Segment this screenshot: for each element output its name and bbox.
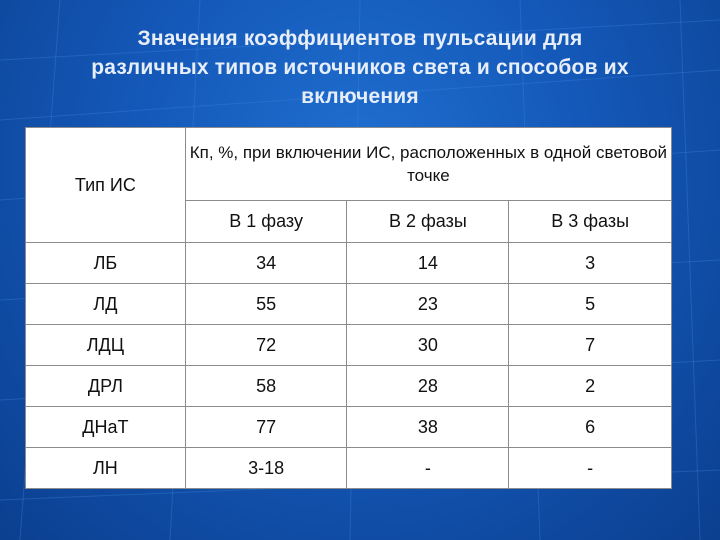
- column-header-3-phases: В 3 фазы: [509, 201, 672, 243]
- row-type-cell: ЛН: [26, 448, 186, 489]
- table-row: [26, 243, 672, 284]
- row-type-cell: ЛБ: [26, 243, 186, 284]
- value-cell: 28: [347, 366, 509, 407]
- value-cell: 2: [509, 366, 672, 407]
- page-title: [30, 24, 690, 111]
- value-cell: 6: [509, 407, 672, 448]
- value-cell: -: [347, 448, 509, 489]
- value-cell: 38: [347, 407, 509, 448]
- value-cell: 23: [347, 284, 509, 325]
- value-cell: 7: [509, 325, 672, 366]
- value-cell: 58: [185, 366, 347, 407]
- group-header-cell: Кп, %, при включении ИС, расположенных в одной световой точке: [185, 128, 671, 201]
- table-row: [26, 325, 672, 366]
- title-line-3: включения: [301, 85, 419, 108]
- row-type-cell: ЛД: [26, 284, 186, 325]
- table-row: [26, 366, 672, 407]
- value-cell: 30: [347, 325, 509, 366]
- value-cell: 72: [185, 325, 347, 366]
- value-cell: 77: [185, 407, 347, 448]
- title-line-1: Значения коэффициентов пульсации для: [137, 27, 583, 50]
- table-row: [26, 448, 672, 489]
- pulsation-coefficients-table: [25, 127, 672, 489]
- value-cell: 3: [509, 243, 672, 284]
- table-header-row: [26, 128, 672, 201]
- row-header-cell: Тип ИС: [26, 128, 186, 243]
- value-cell: 14: [347, 243, 509, 284]
- value-cell: 34: [185, 243, 347, 284]
- column-header-1-phase: В 1 фазу: [185, 201, 347, 243]
- value-cell: 5: [509, 284, 672, 325]
- table-row: [26, 284, 672, 325]
- value-cell: -: [509, 448, 672, 489]
- row-type-cell: ЛДЦ: [26, 325, 186, 366]
- row-type-cell: ДНаТ: [26, 407, 186, 448]
- value-cell: 55: [185, 284, 347, 325]
- table-row: [26, 407, 672, 448]
- title-line-2: различных типов источников света и способов их: [91, 56, 629, 79]
- row-type-cell: ДРЛ: [26, 366, 186, 407]
- column-header-2-phases: В 2 фазы: [347, 201, 509, 243]
- value-cell: 3-18: [185, 448, 347, 489]
